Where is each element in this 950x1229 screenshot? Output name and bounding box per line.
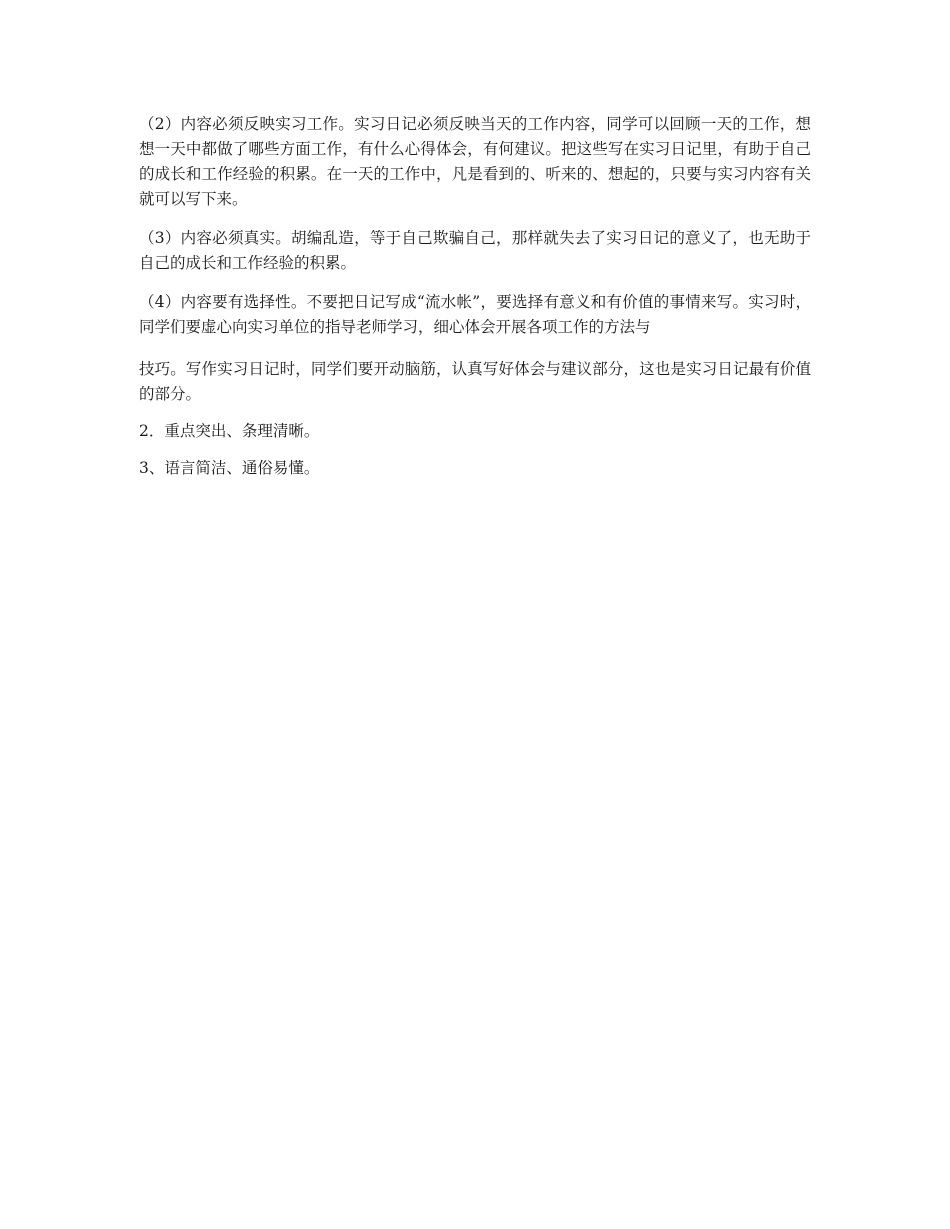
document-body xyxy=(139,112,811,481)
paragraph-content-selective: （4）内容要有选择性。不要把日记写成“流水帐”，要选择有意义和有价值的事情来写。实习时，同学们要虚心向实习单位的指导老师学习，细心体会开展各项工作的方法与 xyxy=(139,293,811,336)
paragraph-key-points: 2．重点突出、条理清晰。 xyxy=(139,422,320,440)
paragraph-content-truthful: （3）内容必须真实。胡编乱造，等于自己欺骗自己，那样就失去了实习日记的意义了，也无助于自己的成长和工作经验的积累。 xyxy=(139,229,811,272)
paragraph-content-reflect-work: （2）内容必须反映实习工作。实习日记必须反映当天的工作内容，同学可以回顾一天的工作，想想一天中都做了哪些方面工作，有什么心得体会，有何建议。把这些写在实习日记里，有助于自己的成长和工作经验的积累。在一天的工作中，凡是看到的、听来的、想起的，只要与实习内容有关就可以写下来。 xyxy=(139,115,811,208)
paragraph-concise-language: 3、语言简洁、通俗易懂。 xyxy=(139,459,320,477)
paragraph-skills-writing: 技巧。写作实习日记时，同学们要开动脑筋，认真写好体会与建议部分，这也是实习日记最有价值的部分。 xyxy=(139,360,811,403)
